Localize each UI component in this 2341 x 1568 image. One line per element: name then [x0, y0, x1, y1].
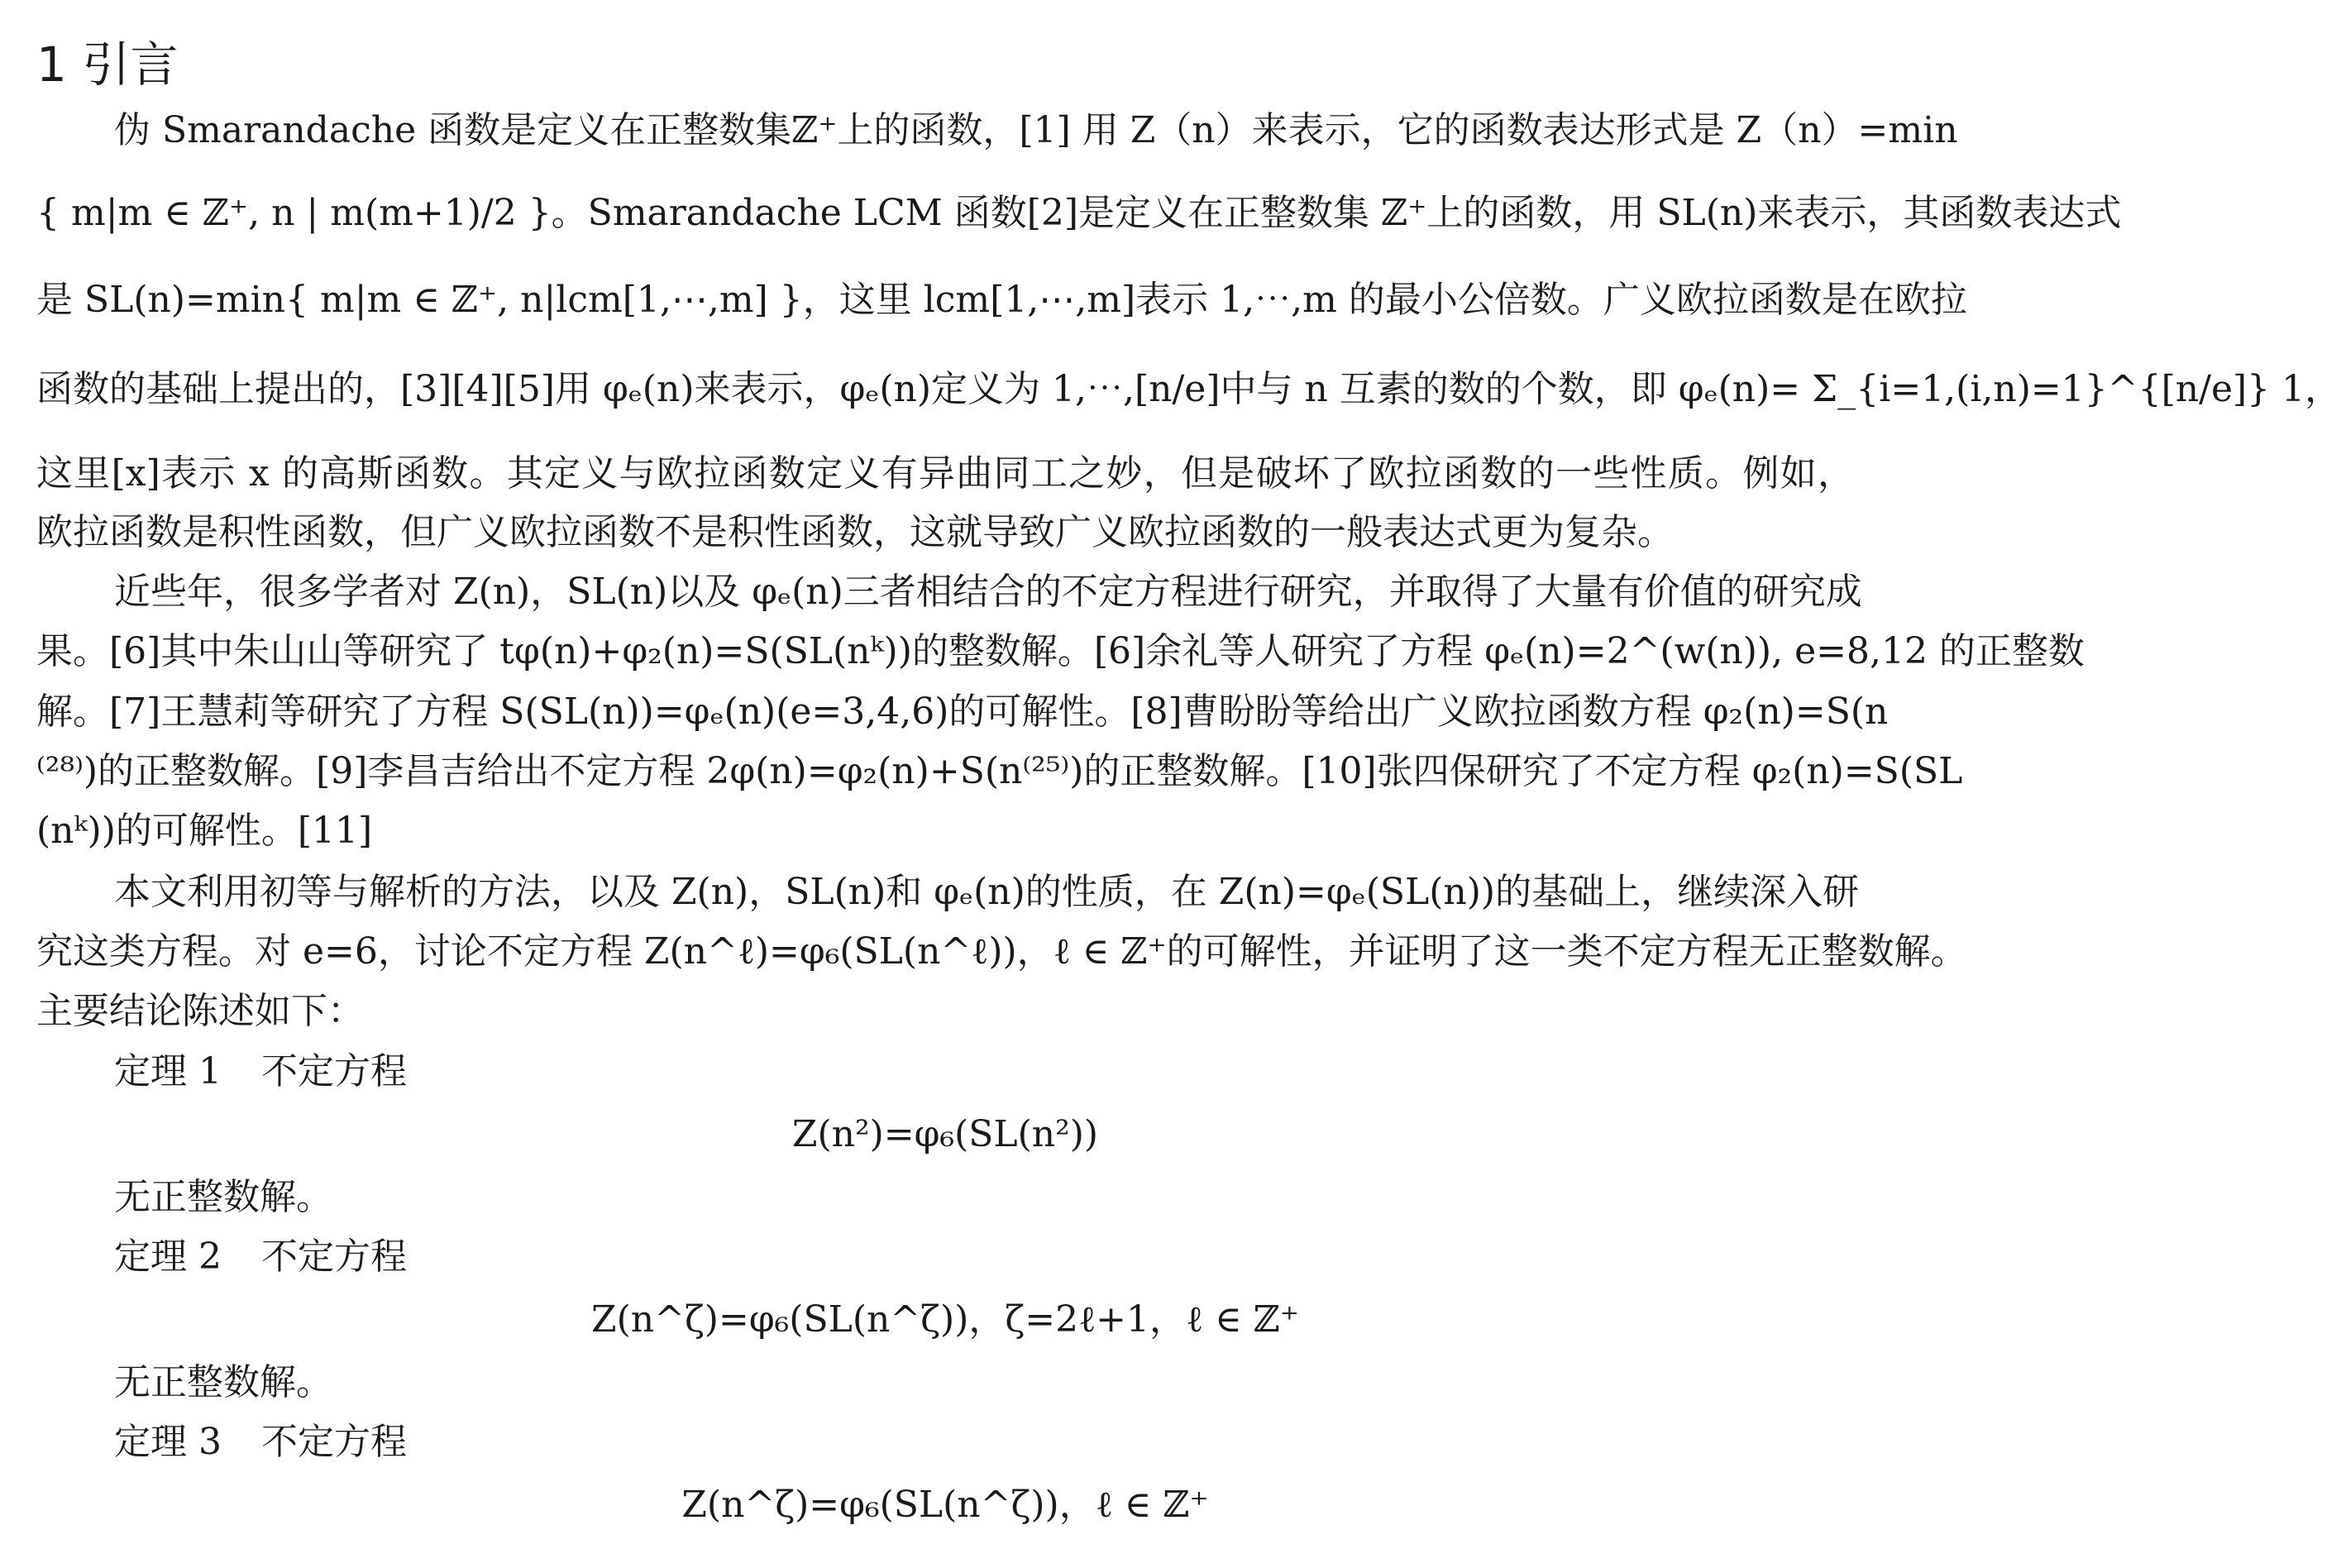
paragraph-1-line-2: { m|m ∈ ℤ⁺, n | m(m+1)/2 }。Smarandache LCM 函数[2]是定义在正整数集 ℤ⁺上的函数，用 SL(n)来表示，其函数表达式 — [36, 192, 2122, 234]
paragraph-2-line-1: 近些年，很多学者对 Z(n)，SL(n)以及 φₑ(n)三者相结合的不定方程进行研究，并取得了大量有价值的研究成 — [114, 571, 1862, 613]
paragraph-2-line-3: 解。[7]王慧莉等研究了方程 S(SL(n))=φₑ(n)(e=3,4,6)的可解性。[8]曹盼盼等给出广义欧拉函数方程 φ₂(n)=S(n — [36, 691, 1889, 733]
theorem-3 — [114, 1417, 407, 1467]
theorem-1-formula: Z(n²)=φ₆(SL(n²)) — [791, 1113, 1099, 1155]
theorem-2 — [114, 1232, 407, 1282]
paragraph-2-line-5: (nᵏ))的可解性。[11] — [36, 810, 373, 852]
paragraph-1-line-1: 伪 Smarandache 函数是定义在正整数集ℤ⁺上的函数，[1] 用 Z（n）来表示，它的函数表达形式是 Z（n）=min — [114, 109, 1958, 151]
theorem-2-label: 定理 2 — [114, 1236, 222, 1278]
theorem-1-statement: 不定方程 — [260, 1050, 407, 1092]
theorem-1 — [114, 1047, 407, 1097]
paragraph-1-line-4: 函数的基础上提出的，[3][4][5]用 φₑ(n)来表示，φₑ(n)定义为 1,⋯,[n/e]中与 n 互素的数的个数，即 φₑ(n)= Σ_{i=1,(i,n)=1}^{[n/e]} 1， — [36, 368, 2341, 410]
paragraph-2-line-2: 果。[6]其中朱山山等研究了 tφ(n)+φ₂(n)=S(SL(nᵏ))的整数解。[6]余礼等人研究了方程 φₑ(n)=2^(w(n)), e=8,12 的正整数 — [36, 630, 2085, 672]
theorem-3-statement: 不定方程 — [260, 1421, 407, 1463]
paragraph-3-line-2: 究这类方程。对 e=6，讨论不定方程 Z(n^ℓ)=φ₆(SL(n^ℓ))，ℓ ∈ ℤ⁺的可解性，并证明了这一类不定方程无正整数解。 — [36, 930, 1967, 973]
theorem-1-conclusion: 无正整数解。 — [114, 1176, 332, 1218]
theorem-1-label: 定理 1 — [114, 1050, 222, 1092]
paragraph-3-line-3: 主要结论陈述如下： — [36, 990, 364, 1032]
theorem-2-formula: Z(n^ζ)=φ₆(SL(n^ζ))，ζ=2ℓ+1，ℓ ∈ ℤ⁺ — [591, 1298, 1299, 1341]
paragraph-1-line-3: 是 SL(n)=min{ m|m ∈ ℤ⁺, n|lcm[1,⋯,m] }，这里 lcm[1,⋯,m]表示 1,⋯,m 的最小公倍数。广义欧拉函数是在欧拉 — [36, 279, 1967, 321]
paragraph-2-line-4: ⁽²⁸⁾)的正整数解。[9]李昌吉给出不定方程 2φ(n)=φ₂(n)+S(n⁽²⁵⁾)的正整数解。[10]张四保研究了不定方程 φ₂(n)=S(SL — [36, 750, 1963, 792]
paragraph-1-line-6: 欧拉函数是积性函数，但广义欧拉函数不是积性函数，这就导致广义欧拉函数的一般表达式更为复杂。 — [36, 511, 1674, 553]
paragraph-1-line-5: 这里[x]表示 x 的高斯函数。其定义与欧拉函数定义有异曲同工之妙，但是破坏了欧拉函数的一些性质。例如， — [36, 452, 1854, 495]
theorem-2-conclusion: 无正整数解。 — [114, 1361, 332, 1403]
theorem-2-statement: 不定方程 — [260, 1236, 407, 1278]
paragraph-3-line-1: 本文利用初等与解析的方法，以及 Z(n)，SL(n)和 φₑ(n)的性质，在 Z(n)=φₑ(SL(n))的基础上，继续深入研 — [114, 871, 1860, 913]
theorem-3-formula: Z(n^ζ)=φ₆(SL(n^ζ))，ℓ ∈ ℤ⁺ — [681, 1484, 1209, 1526]
section-heading: 1 引言 — [36, 36, 179, 93]
theorem-3-label: 定理 3 — [114, 1421, 222, 1463]
